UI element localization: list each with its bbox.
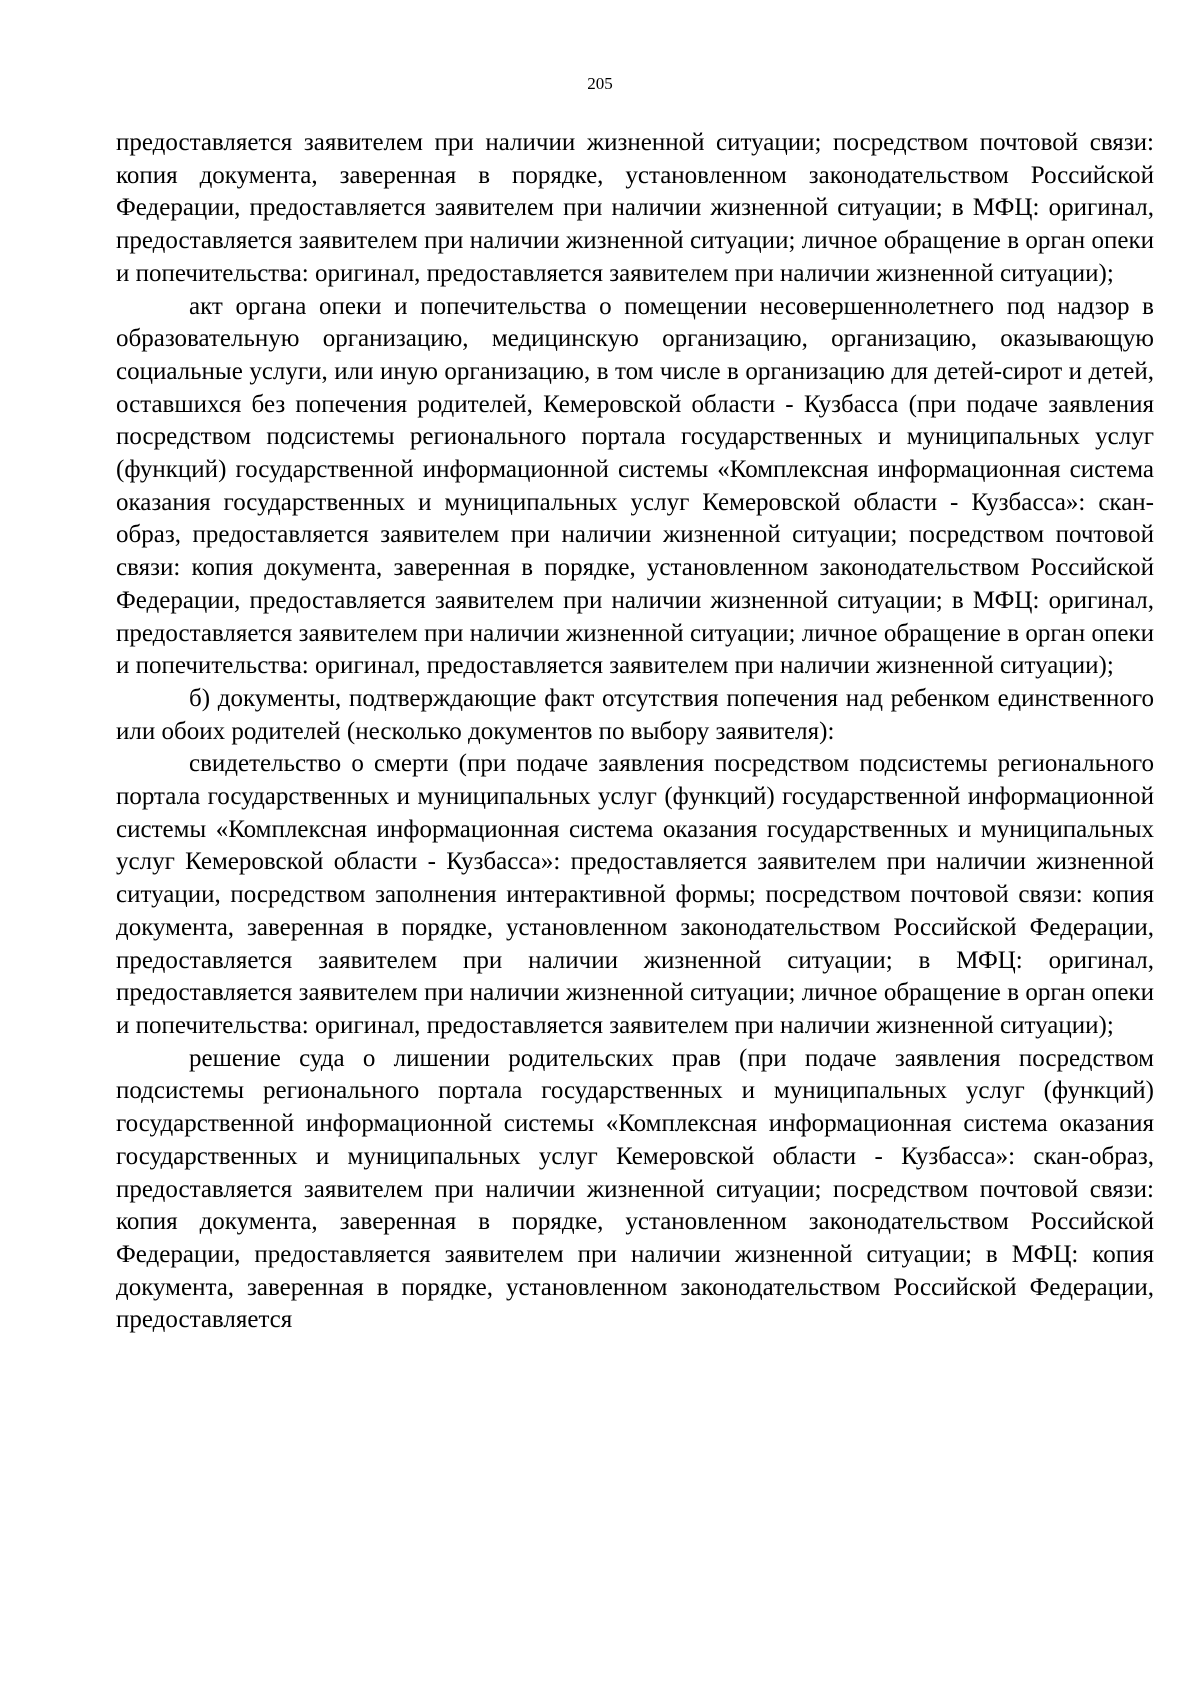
page-number: 205 xyxy=(587,74,613,93)
paragraph-continuation: предоставляется заявителем при наличии жизненной ситуации; посредством почтовой связи: копия документа, заверенная в порядке, установленном законодательством Российской Федерации, предоставляется заявителем при наличии жизненной ситуации; в МФЦ: оригинал, предоставляется заявителем при наличии жизненной ситуации; личное обращение в орган опеки и попечительства: оригинал, предоставляется заявителем при наличии жизненной ситуации); xyxy=(116,129,1154,287)
paragraph-death-certificate: свидетельство о смерти (при подаче заявления посредством подсистемы регионального портала государственных и муниципальных услуг (функций) государственной информационной системы «Комплексная информационная система оказания государственных и муниципальных услуг Кемеровской области - Кузбасса»: предоставляется заявителем при наличии жизненной ситуации, посредством заполнения интерактивной формы; посредством почтовой связи: копия документа, заверенная в порядке, установленном законодательством Российской Федерации, предоставляется заявителем при наличии жизненной ситуации; в МФЦ: оригинал, предоставляется заявителем при наличии жизненной ситуации; личное обращение в орган опеки и попечительства: оригинал, предоставляется заявителем при наличии жизненной ситуации); xyxy=(116,750,1154,1039)
document-body xyxy=(116,127,1154,1337)
paragraph-guardianship-act: акт органа опеки и попечительства о помещении несовершеннолетнего под надзор в образовательную организацию, медицинскую организацию, организацию, оказывающую социальные услуги, или иную организацию, в том числе в организацию для детей-сирот и детей, оставшихся без попечения родителей, Кемеровской области - Кузбасса (при подаче заявления посредством подсистемы регионального портала государственных и муниципальных услуг (функций) государственной информационной системы «Комплексная информационная система оказания государственных и муниципальных услуг Кемеровской области - Кузбасса»: скан-образ, предоставляется заявителем при наличии жизненной ситуации; посредством почтовой связи: копия документа, заверенная в порядке, установленном законодательством Российской Федерации, предоставляется заявителем при наличии жизненной ситуации; в МФЦ: оригинал, предоставляется заявителем при наличии жизненной ситуации; личное обращение в орган опеки и попечительства: оригинал, предоставляется заявителем при наличии жизненной ситуации); xyxy=(116,292,1154,680)
paragraph-section-b: б) документы, подтверждающие факт отсутствия попечения над ребенком единственного или обоих родителей (несколько документов по выбору заявителя): xyxy=(116,684,1154,745)
paragraph-court-decision: решение суда о лишении родительских прав (при подаче заявления посредством подсистемы регионального портала государственных и муниципальных услуг (функций) государственной информационной системы «Комплексная информационная система оказания государственных и муниципальных услуг Кемеровской области - Кузбасса»: скан-образ, предоставляется заявителем при наличии жизненной ситуации; посредством почтовой связи: копия документа, заверенная в порядке, установленном законодательством Российской Федерации, предоставляется заявителем при наличии жизненной ситуации; в МФЦ: копия документа, заверенная в порядке, установленном законодательством Российской Федерации, предоставляется xyxy=(116,1044,1154,1334)
